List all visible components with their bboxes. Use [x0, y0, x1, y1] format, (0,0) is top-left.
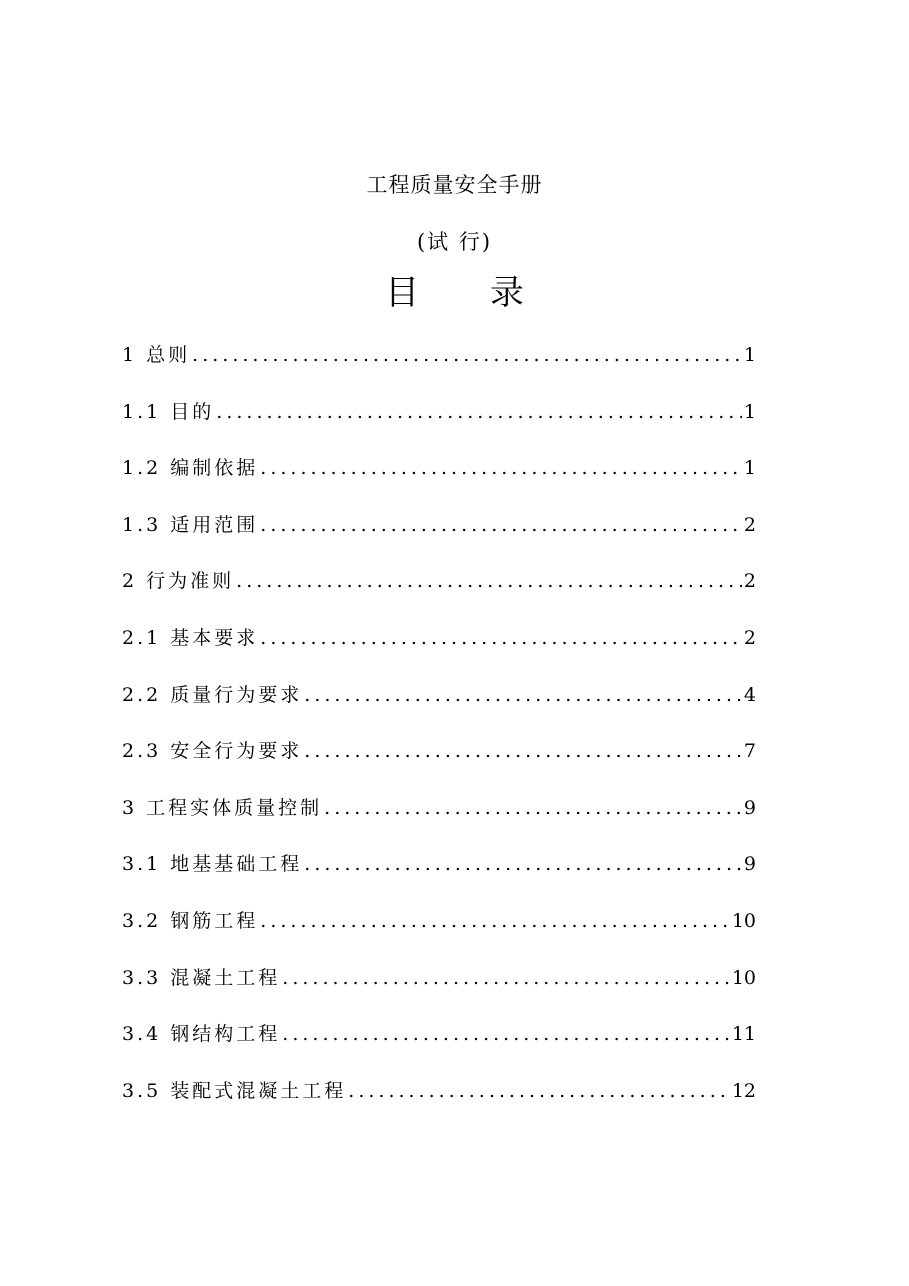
toc-dot-leader [260, 902, 730, 940]
toc-dot-leader [282, 1015, 730, 1053]
toc-dot-leader [236, 562, 742, 600]
toc-entry-number: 3.4 [122, 1023, 162, 1046]
toc-entry[interactable] [122, 1015, 756, 1072]
toc-page-number: 2 [743, 513, 756, 536]
toc-page-number: 9 [743, 796, 756, 819]
toc-entry[interactable] [122, 336, 756, 393]
toc-dot-leader [304, 732, 742, 770]
toc-page-number: 2 [743, 570, 756, 593]
toc-dot-leader [324, 789, 742, 827]
toc-dot-leader [260, 449, 742, 487]
toc-entry-text [122, 676, 302, 714]
toc-entry-number: 3 [122, 796, 138, 819]
toc-dot-leader [260, 619, 742, 657]
toc-entry-number: 3.2 [122, 909, 162, 932]
toc-entry-text [122, 959, 280, 997]
toc-entry[interactable] [122, 449, 756, 506]
toc-entry-text [122, 902, 258, 940]
toc-entry-text [122, 619, 258, 657]
toc-entry-label: 安全行为要求 [170, 740, 303, 763]
toc-page-number: 1 [743, 344, 756, 366]
toc-page-number: 1 [743, 457, 756, 480]
toc-entry[interactable] [122, 676, 756, 733]
toc-entry-text [122, 789, 322, 827]
toc-dot-leader [348, 1072, 730, 1110]
toc-page-number: 11 [731, 1023, 756, 1046]
toc-entry-number: 3.5 [122, 1079, 162, 1102]
document-subtitle: (试 行) [416, 230, 493, 254]
toc-heading: 目 录 [385, 273, 554, 313]
toc-entry-number: 2 [122, 570, 138, 593]
toc-entry[interactable] [122, 959, 756, 1016]
document-title: 工程质量安全手册 [366, 173, 543, 197]
toc-entry-label: 编制依据 [170, 457, 259, 480]
toc-page-number: 10 [731, 966, 756, 989]
toc-dot-leader [282, 959, 730, 997]
toc-entry-number: 3.3 [122, 966, 162, 989]
toc-entry-number: 3.1 [122, 853, 162, 876]
toc-entry-text [122, 506, 258, 544]
toc-entry-label: 目的 [170, 400, 215, 423]
toc-entry[interactable] [122, 619, 756, 676]
toc-entry-text [122, 449, 258, 487]
toc-entry-label: 适用范围 [170, 513, 259, 536]
toc-dot-leader [304, 676, 742, 714]
toc-entry-number: 1.1 [122, 400, 162, 423]
toc-entry[interactable] [122, 506, 756, 563]
toc-entry-number: 1.3 [122, 513, 162, 536]
toc-page-number: 2 [743, 626, 756, 649]
toc-entry-label: 行为准则 [146, 570, 235, 593]
toc-dot-leader [192, 336, 742, 374]
table-of-contents [122, 336, 756, 1128]
toc-entry-label: 装配式混凝土工程 [170, 1079, 347, 1102]
toc-entry-label: 钢结构工程 [170, 1023, 281, 1046]
toc-entry[interactable] [122, 562, 756, 619]
toc-dot-leader [260, 506, 742, 544]
toc-entry-label: 总则 [146, 344, 191, 366]
toc-page-number: 1 [743, 400, 756, 423]
toc-entry-text [122, 732, 302, 770]
toc-entry[interactable] [122, 902, 756, 959]
toc-entry-label: 钢筋工程 [170, 909, 259, 932]
toc-entry-text [122, 336, 190, 374]
toc-page-number: 7 [743, 740, 756, 763]
toc-entry-number: 2.2 [122, 683, 162, 706]
toc-entry-label: 工程实体质量控制 [146, 796, 323, 819]
toc-page-number: 9 [743, 853, 756, 876]
toc-page-number: 10 [731, 909, 756, 932]
toc-entry-text [122, 1015, 280, 1053]
toc-entry-label: 质量行为要求 [170, 683, 303, 706]
toc-page-number: 4 [743, 683, 756, 706]
toc-entry-number: 2.1 [122, 626, 162, 649]
toc-entry-text [122, 1072, 346, 1110]
toc-dot-leader [216, 393, 742, 431]
toc-entry-text [122, 845, 302, 883]
toc-page-number: 12 [731, 1079, 756, 1102]
toc-entry-number: 1 [122, 344, 138, 366]
toc-entry[interactable] [122, 393, 756, 450]
toc-entry-text [122, 393, 214, 431]
toc-entry[interactable] [122, 789, 756, 846]
toc-entry[interactable] [122, 732, 756, 789]
toc-entry-label: 混凝土工程 [170, 966, 281, 989]
toc-dot-leader [304, 845, 742, 883]
toc-entry[interactable] [122, 845, 756, 902]
toc-entry[interactable] [122, 1072, 756, 1129]
toc-entry-number: 1.2 [122, 457, 162, 480]
toc-entry-text [122, 562, 234, 600]
toc-entry-number: 2.3 [122, 740, 162, 763]
toc-entry-label: 基本要求 [170, 626, 259, 649]
toc-entry-label: 地基基础工程 [170, 853, 303, 876]
